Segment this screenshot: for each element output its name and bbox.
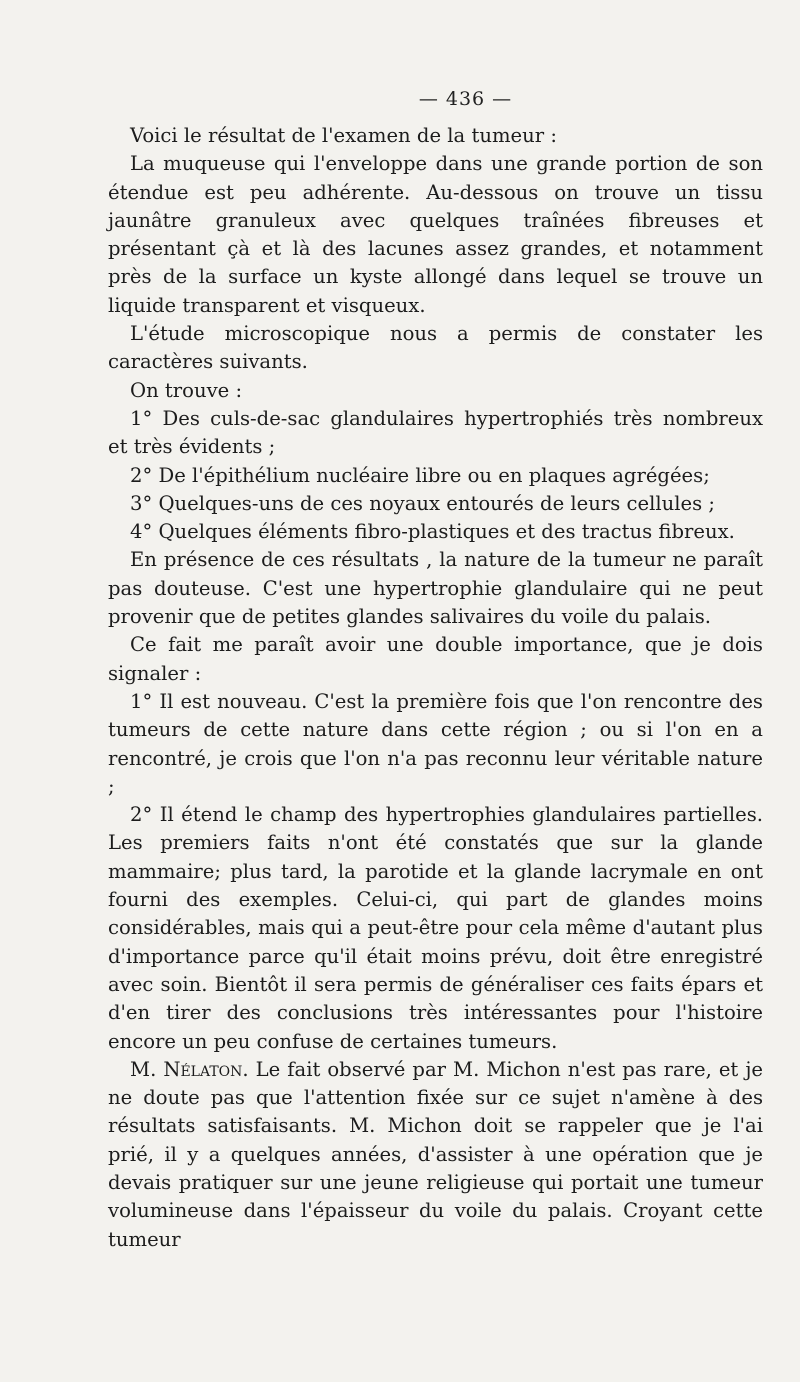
- page-number: — 436 —: [418, 88, 513, 110]
- speaker-text: Le fait observé par M. Michon n'est pas rare, et je ne doute pas que l'attention fixée sur ce sujet n'amène à des résultats satisfaisants. M. Michon doit se rappeler que je l'ai prié, il y a quelques années, d'assister à une opération que je devais pratiquer sur une jeune religieuse qui portait une tumeur volumineuse dans l'épaisseur du voile du palais. Croyant cette tumeur: [108, 1057, 763, 1251]
- paragraph-description: La muqueuse qui l'enveloppe dans une grande portion de son étendue est peu adhérente. Au-dessous on trouve un tissu jaunâtre granuleux avec quelques traînées fibreuses et présentant çà et là des lacunes assez grandes, et notamment près de la surface un kyste allongé dans lequel se trouve un liquide transparent et visqueux.: [108, 152, 763, 317]
- finding-item-3: 3° Quelques-uns de ces noyaux entourés de leurs cellules ;: [130, 491, 715, 515]
- paragraph-findings-intro: On trouve :: [130, 378, 243, 402]
- paragraph-microscopy: L'étude microscopique nous a permis de constater les caractères suivants.: [108, 322, 763, 374]
- finding-item-2: 2° De l'épithélium nucléaire libre ou en plaques agrégées;: [130, 463, 710, 487]
- document-page: [108, 88, 763, 1254]
- speaker-name: M. Nélaton.: [130, 1057, 249, 1081]
- importance-item-1: 1° Il est nouveau. C'est la première fois que l'on rencontre des tumeurs de cette nature dans cette région ; ou si l'on en a rencontré, je crois que l'on n'a pas reconnu leur véritable nature ;: [108, 689, 763, 798]
- paragraph-nelaton: [108, 1056, 763, 1254]
- importance-item-2: 2° Il étend le champ des hypertrophies glandulaires partielles. Les premiers faits n'ont été constatés que sur la glande mammaire; plus tard, la parotide et la glande lacrymale en ont fourni des exemples. Celui-ci, qui part de glandes moins considérables, mais qui a peut-être pour cela même d'autant plus d'importance parce qu'il était moins prévu, doit être enregistré avec soin. Bientôt il sera permis de généraliser ces faits épars et d'en tirer des conclusions très intéressantes pour l'histoire encore un peu confuse de certaines tumeurs.: [108, 803, 763, 1053]
- paragraph-conclusion: En présence de ces résultats , la nature de la tumeur ne paraît pas douteuse. C'est une hypertrophie glandulaire qui ne peut provenir que de petites glandes salivaires du voile du palais.: [108, 548, 763, 629]
- paragraph-intro: Voici le résultat de l'examen de la tumeur :: [130, 124, 557, 147]
- finding-item-4: 4° Quelques éléments fibro-plastiques et des tractus fibreux.: [130, 520, 735, 544]
- paragraph-importance: Ce fait me paraît avoir une double importance, que je dois signaler :: [108, 633, 763, 685]
- finding-item-1: 1° Des culs-de-sac glandulaires hypertrophiés très nombreux et très évidents ;: [108, 406, 763, 459]
